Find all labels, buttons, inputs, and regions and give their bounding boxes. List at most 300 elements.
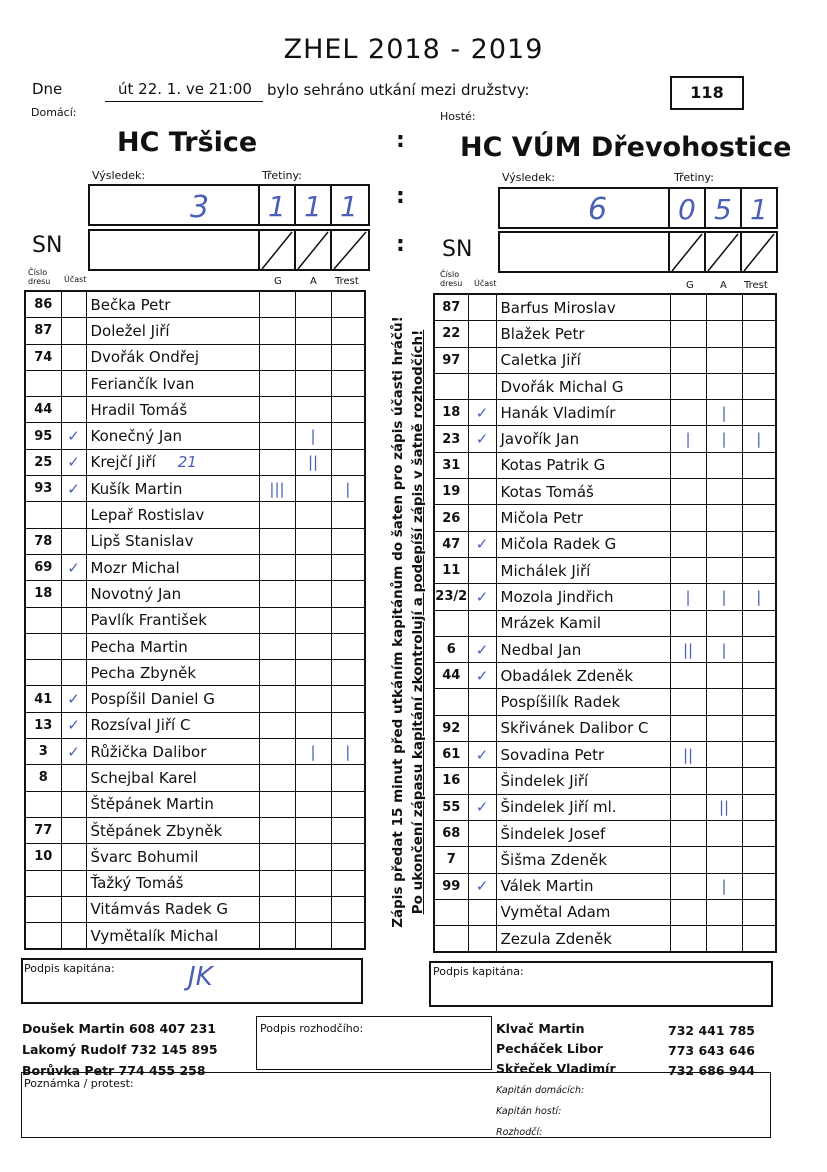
penalty-cell[interactable] [742,847,776,873]
goals-cell[interactable] [259,870,295,896]
participation-cell[interactable] [61,633,86,659]
participation-cell[interactable] [61,344,86,370]
participation-cell[interactable] [468,452,496,478]
assists-cell[interactable] [706,926,742,953]
participation-cell[interactable] [468,557,496,583]
assists-cell[interactable] [706,452,742,478]
participation-cell[interactable] [468,373,496,399]
player-name-cell[interactable] [86,554,259,580]
participation-cell[interactable] [468,794,496,820]
goals-cell[interactable] [259,607,295,633]
jersey-number-cell[interactable] [434,715,468,741]
penalty-cell[interactable] [742,794,776,820]
assists-cell[interactable] [706,636,742,662]
assists-cell[interactable] [706,820,742,846]
player-name-cell[interactable] [496,847,670,873]
participation-cell[interactable] [61,423,86,449]
jersey-number-cell[interactable] [434,873,468,899]
goals-cell[interactable] [670,347,706,373]
penalty-cell[interactable] [331,423,365,449]
participation-cell[interactable] [468,531,496,557]
goals-cell[interactable] [259,344,295,370]
assists-cell[interactable] [295,844,331,870]
jersey-number-cell[interactable] [25,423,61,449]
participation-cell[interactable] [468,742,496,768]
assists-cell[interactable] [706,873,742,899]
assists-cell[interactable] [706,505,742,531]
assists-cell[interactable] [706,479,742,505]
assists-cell[interactable] [706,321,742,347]
participation-cell[interactable] [61,844,86,870]
jersey-number-cell[interactable] [434,321,468,347]
goals-cell[interactable] [670,584,706,610]
jersey-number-cell[interactable] [434,426,468,452]
player-name-cell[interactable] [86,817,259,843]
player-name-cell[interactable] [86,423,259,449]
participation-cell[interactable] [468,294,496,321]
player-name-cell[interactable] [86,370,259,396]
player-name-cell[interactable] [86,344,259,370]
jersey-number-cell[interactable] [434,294,468,321]
penalty-cell[interactable] [331,528,365,554]
goals-cell[interactable] [670,768,706,794]
player-name-cell[interactable] [496,768,670,794]
assists-cell[interactable] [706,400,742,426]
participation-cell[interactable] [468,873,496,899]
assists-cell[interactable] [706,689,742,715]
assists-cell[interactable] [295,923,331,950]
penalty-cell[interactable] [331,896,365,922]
jersey-number-cell[interactable] [25,791,61,817]
goals-cell[interactable] [259,817,295,843]
penalty-cell[interactable] [742,689,776,715]
assists-cell[interactable] [295,397,331,423]
assists-cell[interactable] [295,633,331,659]
penalty-cell[interactable] [742,715,776,741]
assists-cell[interactable] [295,791,331,817]
goals-cell[interactable] [670,557,706,583]
player-name-cell[interactable] [86,581,259,607]
assists-cell[interactable] [295,686,331,712]
goals-cell[interactable] [259,291,295,318]
player-name-cell[interactable] [496,663,670,689]
assists-cell[interactable] [295,896,331,922]
player-name-cell[interactable] [496,452,670,478]
jersey-number-cell[interactable] [25,686,61,712]
participation-cell[interactable] [468,847,496,873]
penalty-cell[interactable] [742,294,776,321]
penalty-cell[interactable] [331,370,365,396]
penalty-cell[interactable] [331,686,365,712]
jersey-number-cell[interactable] [434,794,468,820]
player-name-cell[interactable] [496,926,670,953]
participation-cell[interactable] [468,426,496,452]
goals-cell[interactable] [670,479,706,505]
jersey-number-cell[interactable] [25,923,61,950]
participation-cell[interactable] [61,686,86,712]
player-name-cell[interactable] [86,660,259,686]
participation-cell[interactable] [61,581,86,607]
player-name-cell[interactable] [496,400,670,426]
jersey-number-cell[interactable] [434,505,468,531]
goals-cell[interactable] [670,715,706,741]
penalty-cell[interactable] [742,426,776,452]
penalty-cell[interactable] [742,926,776,953]
jersey-number-cell[interactable] [25,554,61,580]
penalty-cell[interactable] [331,739,365,765]
player-name-cell[interactable] [496,479,670,505]
player-name-cell[interactable] [86,844,259,870]
jersey-number-cell[interactable] [25,817,61,843]
goals-cell[interactable] [259,397,295,423]
penalty-cell[interactable] [331,449,365,475]
goals-cell[interactable] [259,791,295,817]
assists-cell[interactable] [706,742,742,768]
participation-cell[interactable] [468,610,496,636]
player-name-cell[interactable] [496,794,670,820]
participation-cell[interactable] [468,899,496,925]
participation-cell[interactable] [468,584,496,610]
player-name-cell[interactable] [496,347,670,373]
assists-cell[interactable] [706,663,742,689]
jersey-number-cell[interactable] [25,607,61,633]
penalty-cell[interactable] [742,557,776,583]
player-name-cell[interactable] [86,397,259,423]
jersey-number-cell[interactable] [434,531,468,557]
penalty-cell[interactable] [331,870,365,896]
player-name-cell[interactable] [86,318,259,344]
penalty-cell[interactable] [331,712,365,738]
player-name-cell[interactable] [496,373,670,399]
assists-cell[interactable] [295,502,331,528]
player-name-cell[interactable] [496,899,670,925]
penalty-cell[interactable] [742,479,776,505]
participation-cell[interactable] [61,397,86,423]
penalty-cell[interactable] [331,554,365,580]
goals-cell[interactable] [259,423,295,449]
participation-cell[interactable] [468,321,496,347]
participation-cell[interactable] [61,370,86,396]
assists-cell[interactable] [706,768,742,794]
participation-cell[interactable] [61,923,86,950]
participation-cell[interactable] [61,318,86,344]
assists-cell[interactable] [295,318,331,344]
jersey-number-cell[interactable] [25,739,61,765]
assists-cell[interactable] [706,899,742,925]
jersey-number-cell[interactable] [25,344,61,370]
goals-cell[interactable] [670,926,706,953]
goals-cell[interactable] [670,531,706,557]
jersey-number-cell[interactable] [434,584,468,610]
goals-cell[interactable] [259,844,295,870]
assists-cell[interactable] [295,344,331,370]
player-name-cell[interactable] [86,607,259,633]
participation-cell[interactable] [468,347,496,373]
goals-cell[interactable] [259,923,295,950]
player-name-cell[interactable] [496,873,670,899]
jersey-number-cell[interactable] [25,291,61,318]
participation-cell[interactable] [468,926,496,953]
goals-cell[interactable] [259,712,295,738]
jersey-number-cell[interactable] [434,663,468,689]
participation-cell[interactable] [61,791,86,817]
goals-cell[interactable] [259,633,295,659]
assists-cell[interactable] [706,531,742,557]
penalty-cell[interactable] [331,397,365,423]
penalty-cell[interactable] [331,633,365,659]
goals-cell[interactable] [670,873,706,899]
jersey-number-cell[interactable] [434,742,468,768]
jersey-number-cell[interactable] [25,870,61,896]
goals-cell[interactable] [670,663,706,689]
penalty-cell[interactable] [331,660,365,686]
penalty-cell[interactable] [331,607,365,633]
participation-cell[interactable] [61,660,86,686]
penalty-cell[interactable] [331,581,365,607]
player-name-cell[interactable] [496,584,670,610]
goals-cell[interactable] [259,318,295,344]
penalty-cell[interactable] [742,347,776,373]
player-name-cell[interactable] [86,476,259,502]
player-name-cell[interactable] [496,715,670,741]
player-name-cell[interactable] [86,739,259,765]
penalty-cell[interactable] [742,873,776,899]
player-name-cell[interactable] [496,610,670,636]
jersey-number-cell[interactable] [434,347,468,373]
jersey-number-cell[interactable] [434,768,468,794]
goals-cell[interactable] [259,739,295,765]
goals-cell[interactable] [670,294,706,321]
penalty-cell[interactable] [331,791,365,817]
jersey-number-cell[interactable] [434,400,468,426]
participation-cell[interactable] [468,663,496,689]
jersey-number-cell[interactable] [434,373,468,399]
goals-cell[interactable] [670,899,706,925]
participation-cell[interactable] [61,870,86,896]
player-name-cell[interactable] [86,896,259,922]
player-name-cell[interactable] [86,870,259,896]
goals-cell[interactable] [259,528,295,554]
jersey-number-cell[interactable] [25,502,61,528]
penalty-cell[interactable] [331,291,365,318]
jersey-number-cell[interactable] [434,926,468,953]
jersey-number-cell[interactable] [25,844,61,870]
player-name-cell[interactable] [86,291,259,318]
participation-cell[interactable] [61,712,86,738]
assists-cell[interactable] [295,291,331,318]
assists-cell[interactable] [295,370,331,396]
penalty-cell[interactable] [742,768,776,794]
goals-cell[interactable] [259,476,295,502]
jersey-number-cell[interactable] [434,610,468,636]
assists-cell[interactable] [706,847,742,873]
assists-cell[interactable] [295,817,331,843]
goals-cell[interactable] [670,373,706,399]
penalty-cell[interactable] [742,373,776,399]
penalty-cell[interactable] [331,476,365,502]
assists-cell[interactable] [295,449,331,475]
penalty-cell[interactable] [742,742,776,768]
goals-cell[interactable] [670,400,706,426]
jersey-number-cell[interactable] [25,476,61,502]
assists-cell[interactable] [706,794,742,820]
penalty-cell[interactable] [742,452,776,478]
penalty-cell[interactable] [742,663,776,689]
goals-cell[interactable] [670,321,706,347]
assists-cell[interactable] [295,554,331,580]
assists-cell[interactable] [295,528,331,554]
participation-cell[interactable] [61,607,86,633]
jersey-number-cell[interactable] [25,712,61,738]
participation-cell[interactable] [61,291,86,318]
goals-cell[interactable] [259,765,295,791]
assists-cell[interactable] [706,557,742,583]
penalty-cell[interactable] [331,923,365,950]
participation-cell[interactable] [61,765,86,791]
player-name-cell[interactable] [496,742,670,768]
participation-cell[interactable] [61,502,86,528]
player-name-cell[interactable] [86,528,259,554]
assists-cell[interactable] [295,739,331,765]
goals-cell[interactable] [259,502,295,528]
assists-cell[interactable] [706,347,742,373]
penalty-cell[interactable] [331,318,365,344]
jersey-number-cell[interactable] [434,820,468,846]
goals-cell[interactable] [259,581,295,607]
assists-cell[interactable] [706,715,742,741]
participation-cell[interactable] [468,505,496,531]
jersey-number-cell[interactable] [434,479,468,505]
jersey-number-cell[interactable] [434,636,468,662]
assists-cell[interactable] [706,426,742,452]
player-name-cell[interactable] [86,502,259,528]
participation-cell[interactable] [61,817,86,843]
goals-cell[interactable] [259,686,295,712]
jersey-number-cell[interactable] [25,896,61,922]
player-name-cell[interactable] [496,636,670,662]
goals-cell[interactable] [259,370,295,396]
assists-cell[interactable] [295,870,331,896]
goals-cell[interactable] [670,505,706,531]
assists-cell[interactable] [295,423,331,449]
player-name-cell[interactable] [86,791,259,817]
participation-cell[interactable] [61,554,86,580]
participation-cell[interactable] [61,528,86,554]
participation-cell[interactable] [468,689,496,715]
penalty-cell[interactable] [742,636,776,662]
participation-cell[interactable] [61,476,86,502]
assists-cell[interactable] [295,476,331,502]
goals-cell[interactable] [259,660,295,686]
player-name-cell[interactable] [86,712,259,738]
jersey-number-cell[interactable] [25,633,61,659]
player-name-cell[interactable] [86,765,259,791]
penalty-cell[interactable] [742,321,776,347]
participation-cell[interactable] [61,896,86,922]
participation-cell[interactable] [468,768,496,794]
goals-cell[interactable] [670,847,706,873]
participation-cell[interactable] [61,739,86,765]
player-name-cell[interactable] [496,294,670,321]
assists-cell[interactable] [295,607,331,633]
assists-cell[interactable] [706,610,742,636]
player-name-cell[interactable] [86,686,259,712]
player-name-cell[interactable] [496,531,670,557]
jersey-number-cell[interactable] [25,449,61,475]
goals-cell[interactable] [670,689,706,715]
jersey-number-cell[interactable] [25,765,61,791]
penalty-cell[interactable] [742,584,776,610]
goals-cell[interactable] [670,452,706,478]
penalty-cell[interactable] [742,610,776,636]
penalty-cell[interactable] [331,344,365,370]
penalty-cell[interactable] [742,899,776,925]
assists-cell[interactable] [295,581,331,607]
participation-cell[interactable] [61,449,86,475]
jersey-number-cell[interactable] [25,370,61,396]
player-name-cell[interactable] [86,923,259,950]
penalty-cell[interactable] [331,765,365,791]
player-name-cell[interactable] [496,321,670,347]
assists-cell[interactable] [706,584,742,610]
participation-cell[interactable] [468,820,496,846]
jersey-number-cell[interactable] [25,318,61,344]
player-name-cell[interactable] [496,557,670,583]
player-name-cell[interactable] [496,505,670,531]
participation-cell[interactable] [468,636,496,662]
goals-cell[interactable] [670,426,706,452]
jersey-number-cell[interactable] [434,689,468,715]
assists-cell[interactable] [706,373,742,399]
assists-cell[interactable] [295,712,331,738]
assists-cell[interactable] [295,660,331,686]
penalty-cell[interactable] [331,844,365,870]
jersey-number-cell[interactable] [434,452,468,478]
goals-cell[interactable] [259,896,295,922]
player-name-cell[interactable] [86,449,259,475]
goals-cell[interactable] [670,610,706,636]
goals-cell[interactable] [259,554,295,580]
jersey-number-cell[interactable] [434,899,468,925]
penalty-cell[interactable] [742,400,776,426]
goals-cell[interactable] [670,794,706,820]
jersey-number-cell[interactable] [434,847,468,873]
jersey-number-cell[interactable] [25,581,61,607]
penalty-cell[interactable] [331,817,365,843]
jersey-number-cell[interactable] [25,528,61,554]
jersey-number-cell[interactable] [434,557,468,583]
goals-cell[interactable] [670,820,706,846]
participation-cell[interactable] [468,715,496,741]
goals-cell[interactable] [670,636,706,662]
goals-cell[interactable] [670,742,706,768]
penalty-cell[interactable] [742,505,776,531]
jersey-number-cell[interactable] [25,660,61,686]
assists-cell[interactable] [295,765,331,791]
player-name-cell[interactable] [496,820,670,846]
participation-cell[interactable] [468,479,496,505]
assists-cell[interactable] [706,294,742,321]
player-name-cell[interactable] [496,689,670,715]
penalty-cell[interactable] [331,502,365,528]
participation-cell[interactable] [468,400,496,426]
penalty-cell[interactable] [742,531,776,557]
jersey-number-cell[interactable] [25,397,61,423]
player-name-cell[interactable] [496,426,670,452]
player-name-cell[interactable] [86,633,259,659]
penalty-cell[interactable] [742,820,776,846]
goals-cell[interactable] [259,449,295,475]
